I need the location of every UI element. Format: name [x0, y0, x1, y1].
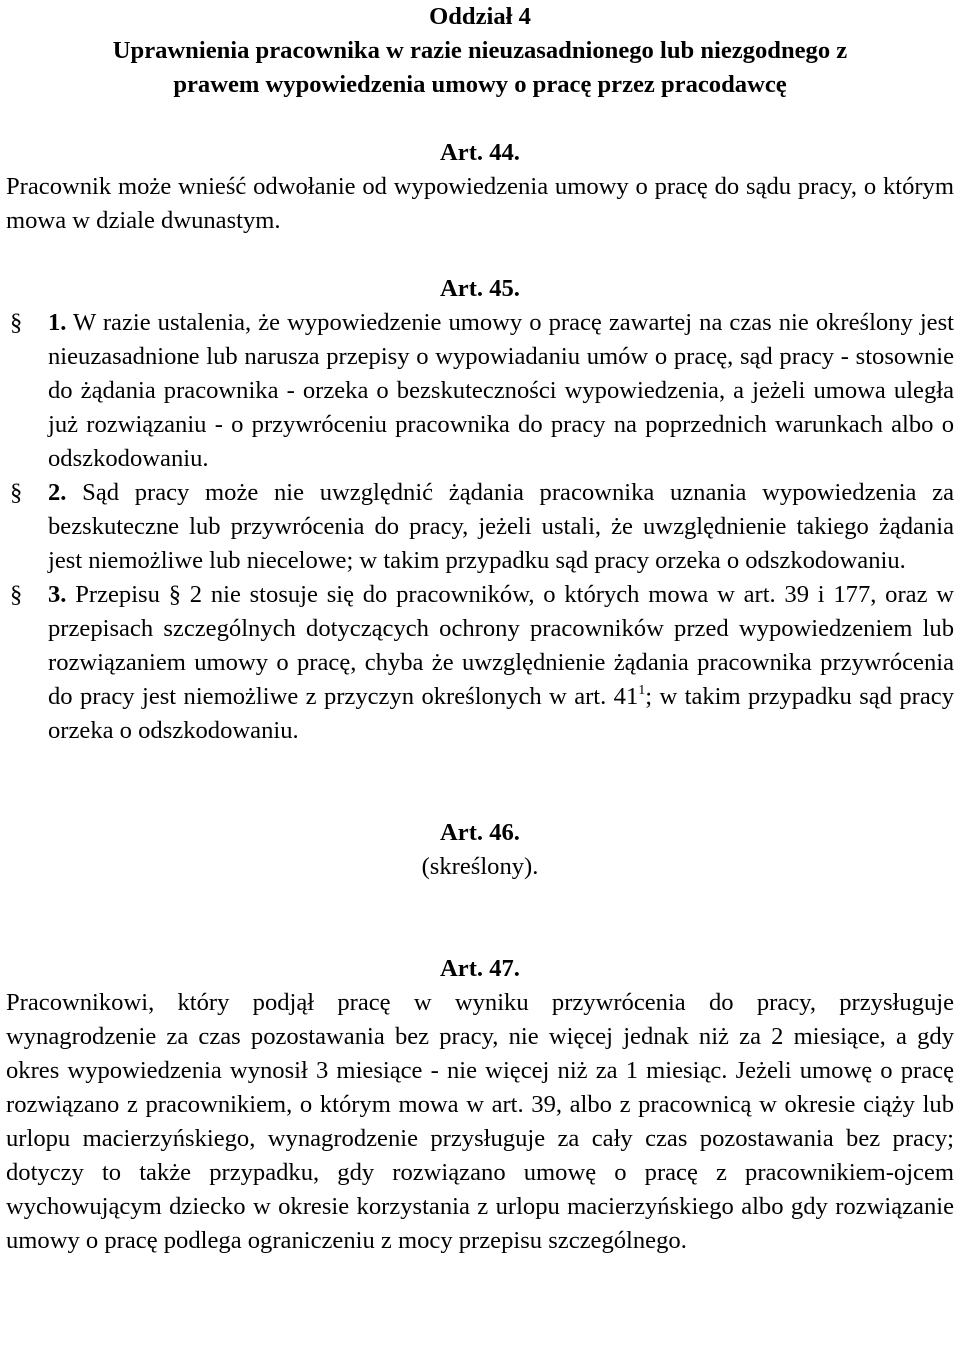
chapter-title-line-1: Uprawnienia pracownika w razie nieuzasadnionego lub niezgodnego z	[112, 37, 848, 64]
article-47-text: Pracownikowi, który podjął pracę w wyniku przywrócenia do pracy, przysługuje wynagrodzenie za czas pozostawania bez pracy, nie więcej jednak niż za 2 miesiące, a gdy okres wypowiedzenia wynosił 3 miesiące - nie więcej niż za 1 miesiąc. Jeżeli umowę o pracę rozwiązano z pracownikiem, o którym mowa w art. 39, albo z pracownicą w okresie ciąży lub urlopu macierzyńskiego, wynagrodzenie przysługuje za cały czas pozostawania bez pracy; dotyczy to także przypadku, gdy rozwiązano umowę o pracę z pracownikiem-ojcem wychowującym dziecko w okresie korzystania z urlopu macierzyńskiego albo gdy rozwiązanie umowy o pracę podlega ograniczeniu z mocy przepisu szczególnego.	[6, 989, 954, 1254]
paragraph-number: 2.	[48, 479, 67, 506]
article-44-title: Art. 44.	[440, 139, 520, 166]
article-45-title: Art. 45.	[440, 275, 520, 302]
chapter-title-line-2: prawem wypowiedzenia umowy o pracę przez pracodawcę	[173, 71, 787, 98]
section-sign: §	[168, 581, 181, 608]
paragraph-text-a: Przepisu	[75, 581, 160, 608]
spacer	[6, 102, 954, 136]
article-47-title: Art. 47.	[440, 955, 520, 982]
spacer	[6, 884, 954, 952]
paragraph-text: Sąd pracy może nie uwzględnić żądania pracownika uznania wypowiedzenia za bezskuteczne lub przywrócenia do pracy, jeżeli ustali, że uwzględnienie takiego żądania jest niemożliwe lub niecelowe; w takim przypadku sąd pracy orzeka o odszkodowaniu.	[48, 479, 954, 574]
spacer	[6, 238, 954, 272]
spacer	[6, 748, 954, 816]
paragraph-text: W razie ustalenia, że wypowiedzenie umowy o pracę zawartej na czas nie określony jest nieuzasadnione lub narusza przepisy o wypowiadaniu umów o pracę, sąd pracy - stosownie do żądania pracownika - orzeka o bezskuteczności wypowiedzenia, a jeżeli umowa uległa już rozwiązaniu - o przywróceniu pracownika do pracy na poprzednich warunkach albo o odszkodowaniu.	[48, 309, 954, 472]
section-sign: §	[10, 479, 23, 506]
article-46-note: (skreślony).	[421, 853, 539, 880]
section-sign: §	[10, 309, 23, 336]
paragraph-text-c: ; w takim przypadku sąd pracy orzeka o odszkodowaniu.	[48, 683, 955, 744]
paragraph-number: 3.	[48, 581, 67, 608]
article-44-text: Pracownik może wnieść odwołanie od wypowiedzenia umowy o pracę do sądu pracy, o którym mowa w dziale dwunastym.	[6, 173, 954, 234]
article-46-title: Art. 46.	[440, 819, 520, 846]
paragraph-text-b: nie stosuje się do pracowników, o których mowa w art. 39 i 177, oraz w przepisach szczególnych dotyczących ochrony pracowników przed wypowiedzeniem lub rozwiązaniem umowy o pracę, chyba że uwzględnienie żądania pracownika przywrócenia do pracy jest niemożliwe z przyczyn określonych w art. 41	[48, 581, 955, 710]
article-45-paragraph-3	[6, 578, 954, 748]
chapter-label: Oddział 4	[429, 3, 531, 30]
superscript-index: 1	[638, 683, 646, 698]
paragraph-reference: 2	[189, 581, 203, 608]
article-45-paragraph-2	[6, 476, 954, 578]
section-sign: §	[10, 581, 23, 608]
paragraph-number: 1.	[48, 309, 67, 336]
article-45-paragraph-1	[6, 306, 954, 476]
